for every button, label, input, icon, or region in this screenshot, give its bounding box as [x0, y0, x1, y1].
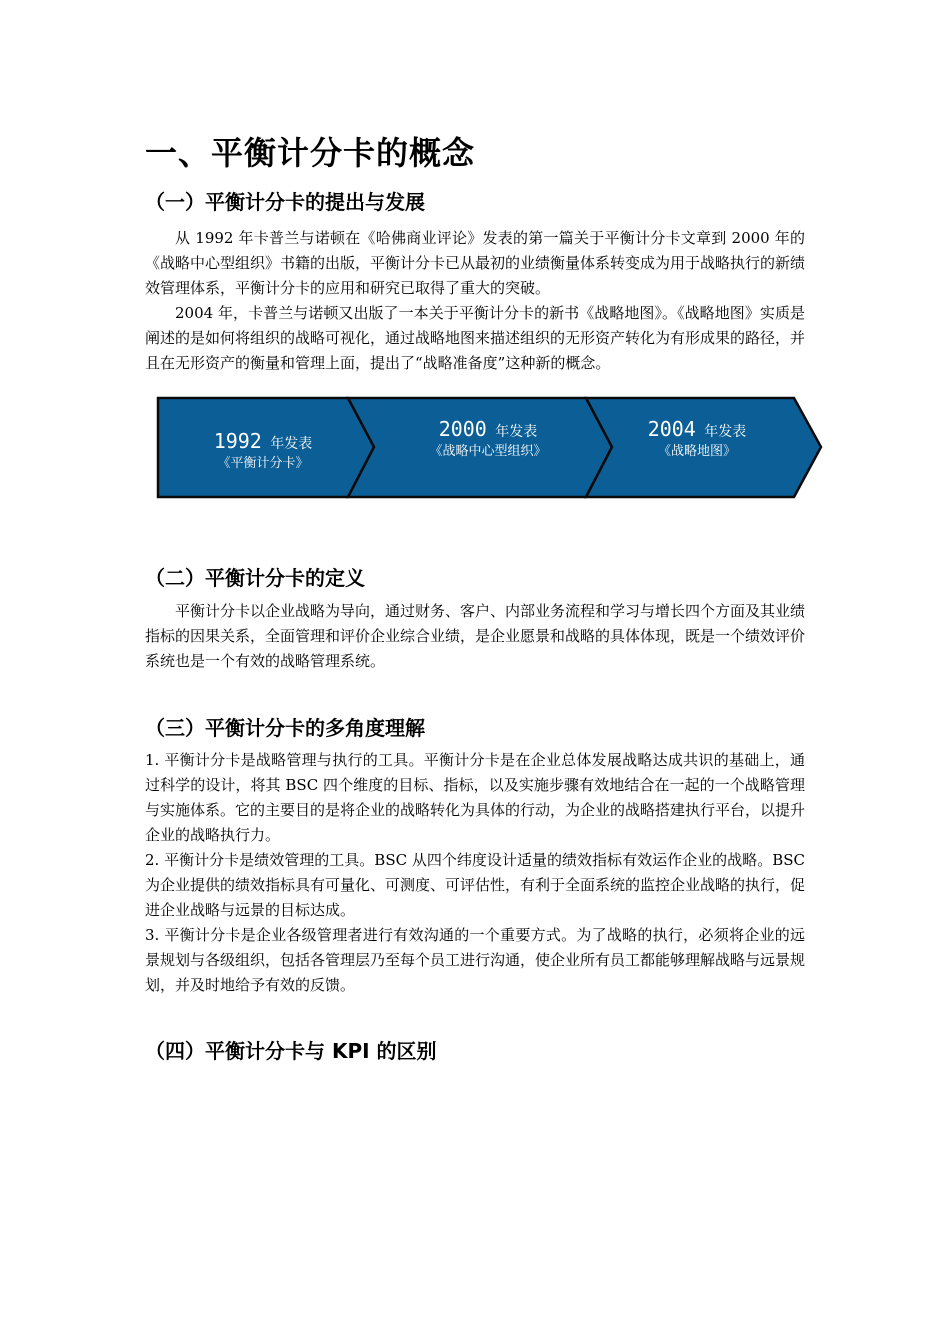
timeline-svg [156, 396, 824, 499]
timeline-stage-1-year: 1992 年发表 [213, 429, 313, 453]
section-3-body [145, 748, 805, 998]
section-heading-1: （一）平衡计分卡的提出与发展 [145, 190, 425, 214]
paragraph: 平衡计分卡以企业战略为导向，通过财务、客户、内部业务流程和学习与增长四个方面及其业绩指标的因果关系，全面管理和评价企业综合业绩，是企业愿景和战略的具体体现，既是一个绩效评价系统也是一个有效的战略管理系统。 [145, 602, 806, 670]
timeline-stage-2-book: 《战略中心型组织》 [429, 444, 547, 459]
page-title: 一、平衡计分卡的概念 [145, 134, 476, 172]
section-2-body [145, 599, 805, 674]
paragraph: 从 1992 年卡普兰与诺顿在《哈佛商业评论》发表的第一篇关于平衡计分卡文章到 2000 年的《战略中心型组织》书籍的出版，平衡计分卡已从最初的业绩衡量体系转变成为用于战略执行的新绩效管理体系，平衡计分卡的应用和研究已取得了重大的突破。 [145, 229, 806, 297]
paragraph: 2004 年，卡普兰与诺顿又出版了一本关于平衡计分卡的新书《战略地图》。《战略地图》实质是阐述的是如何将组织的战略可视化，通过战略地图来描述组织的无形资产转化为有形成果的路径，并且在无形资产的衡量和管理上面，提出了“战略准备度”这种新的概念。 [145, 304, 806, 372]
list-item: 3. 平衡计分卡是企业各级管理者进行有效沟通的一个重要方式。为了战略的执行，必须将企业的远景规划与各级组织，包括各管理层乃至每个员工进行沟通，使企业所有员工都能够理解战略与远景规划，并及时地给予有效的反馈。 [145, 926, 806, 994]
section-1-body [145, 226, 805, 376]
section-heading-3: （三）平衡计分卡的多角度理解 [145, 716, 425, 740]
timeline-stage-3-year: 2004 年发表 [647, 417, 747, 441]
timeline-diagram [156, 396, 824, 499]
section-heading-4: （四）平衡计分卡与 KPI 的区别 [145, 1039, 437, 1063]
list-item: 2. 平衡计分卡是绩效管理的工具。BSC 从四个纬度设计适量的绩效指标有效运作企业的战略。BSC 为企业提供的绩效指标具有可量化、可测度、可评估性，有利于全面系统的监控企业战略的执行，促进企业战略与远景的目标达成。 [145, 851, 806, 919]
timeline-stage-3-book: 《战略地图》 [657, 444, 737, 459]
section-heading-2: （二）平衡计分卡的定义 [145, 566, 365, 590]
list-item: 1. 平衡计分卡是战略管理与执行的工具。平衡计分卡是在企业总体发展战略达成共识的基础上，通过科学的设计，将其 BSC 四个维度的目标、指标，以及实施步骤有效地结合在一起的一个战略管理与实施体系。它的主要目的是将企业的战略转化为具体的行动，为企业的战略搭建执行平台，以提升企业的战略执行力。 [145, 751, 806, 844]
timeline-stage-2-year: 2000 年发表 [438, 417, 538, 441]
timeline-stage-1-book: 《平衡计分卡》 [217, 456, 309, 471]
